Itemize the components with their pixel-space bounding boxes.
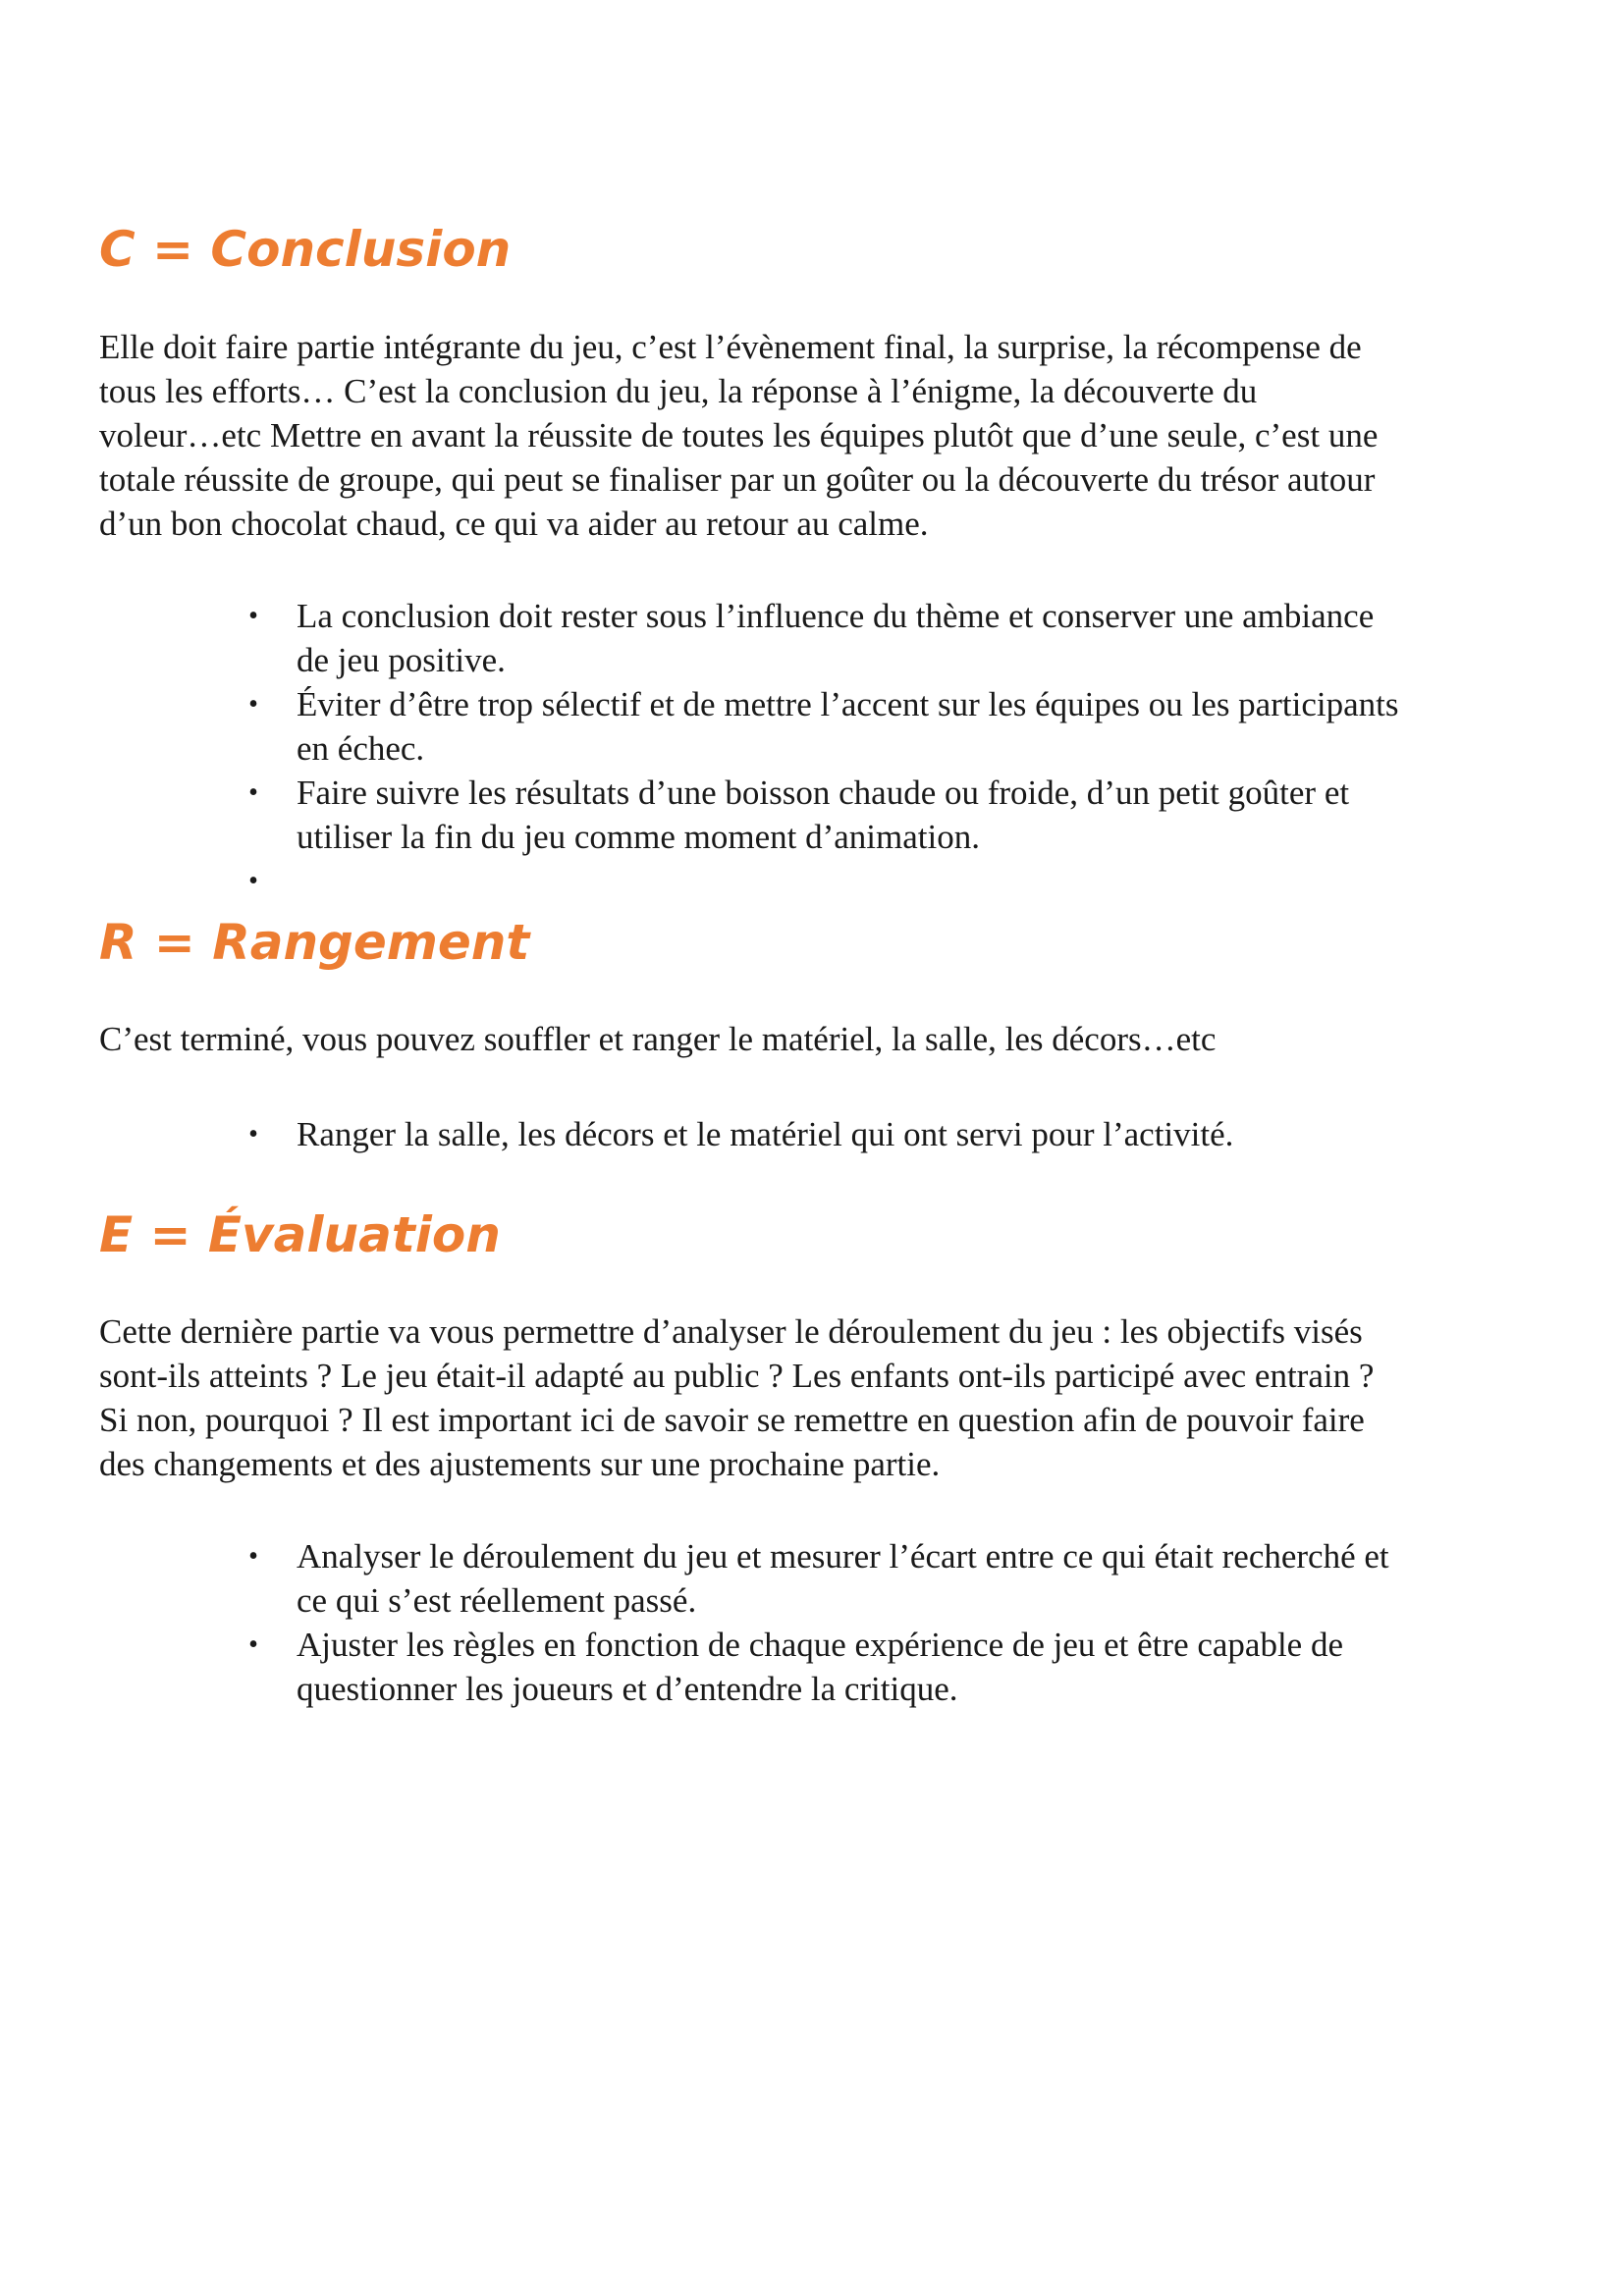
paragraph-line: voleur…etc Mettre en avant la réussite de toutes les équipes plutôt que d’une seule, c’est une (99, 416, 1379, 454)
bullet-icon: • (248, 866, 258, 896)
paragraph-line: Si non, pourquoi ? Il est important ici de savoir se remettre en question afin de pouvoir faire (99, 1401, 1365, 1439)
evaluation-paragraph (99, 1309, 1533, 1486)
list-item (0, 594, 1624, 682)
paragraph-line: des changements et des ajustements sur une prochaine partie. (99, 1445, 941, 1483)
bullet-line: Ajuster les règles en fonction de chaque expérience de jeu et être capable de (297, 1626, 1343, 1664)
evaluation-bullet-list (0, 1534, 1624, 1711)
paragraph-line: d’un bon chocolat chaud, ce qui va aider au retour au calme. (99, 505, 929, 543)
rangement-paragraph (99, 1017, 1533, 1061)
list-item (0, 1112, 1624, 1156)
section-heading-evaluation: E = Évaluation (99, 1206, 501, 1263)
paragraph-line: C’est terminé, vous pouvez souffler et ranger le matériel, la salle, les décors…etc (99, 1020, 1217, 1058)
bullet-line: Éviter d’être trop sélectif et de mettre l’accent sur les équipes ou les participants (297, 685, 1399, 723)
paragraph-line: sont-ils atteints ? Le jeu était-il adapté au public ? Les enfants ont-ils participé avec entrain ? (99, 1357, 1375, 1395)
bullet-line: de jeu positive. (297, 641, 506, 679)
paragraph-line: totale réussite de groupe, qui peut se finaliser par un goûter ou la découverte du trésor autour (99, 460, 1376, 499)
bullet-line: en échec. (297, 729, 425, 768)
paragraph-line: Elle doit faire partie intégrante du jeu, c’est l’évènement final, la surprise, la récompense de (99, 328, 1362, 366)
bullet-icon: • (248, 1629, 258, 1660)
bullet-line: questionner les joueurs et d’entendre la critique. (297, 1670, 958, 1708)
bullet-line: ce qui s’est réellement passé. (297, 1581, 697, 1620)
rangement-bullet-list (0, 1112, 1624, 1156)
bullet-line: Faire suivre les résultats d’une boisson chaude ou froide, d’un petit goûter et (297, 774, 1350, 812)
conclusion-paragraph (99, 325, 1533, 546)
bullet-line: Analyser le déroulement du jeu et mesurer l’écart entre ce qui était recherché et (297, 1537, 1389, 1575)
bullet-line: utiliser la fin du jeu comme moment d’animation. (297, 818, 980, 856)
section-heading-conclusion: C = Conclusion (99, 221, 512, 278)
list-item (0, 771, 1624, 859)
list-item (0, 1623, 1624, 1711)
bullet-icon: • (248, 689, 258, 720)
list-item (0, 682, 1624, 771)
paragraph-line: Cette dernière partie va vous permettre d’analyser le déroulement du jeu : les objectifs visés (99, 1312, 1363, 1351)
bullet-icon: • (248, 1541, 258, 1572)
paragraph-line: tous les efforts… C’est la conclusion du jeu, la réponse à l’énigme, la découverte du (99, 372, 1258, 410)
bullet-icon: • (248, 601, 258, 631)
bullet-icon: • (248, 777, 258, 808)
bullet-icon: • (248, 1119, 258, 1149)
empty-list-item (0, 859, 1624, 903)
section-heading-rangement: R = Rangement (99, 914, 530, 971)
conclusion-bullet-list (0, 594, 1624, 903)
list-item (0, 1534, 1624, 1623)
bullet-line: La conclusion doit rester sous l’influence du thème et conserver une ambiance (297, 597, 1375, 635)
bullet-line: Ranger la salle, les décors et le matériel qui ont servi pour l’activité. (297, 1115, 1234, 1153)
